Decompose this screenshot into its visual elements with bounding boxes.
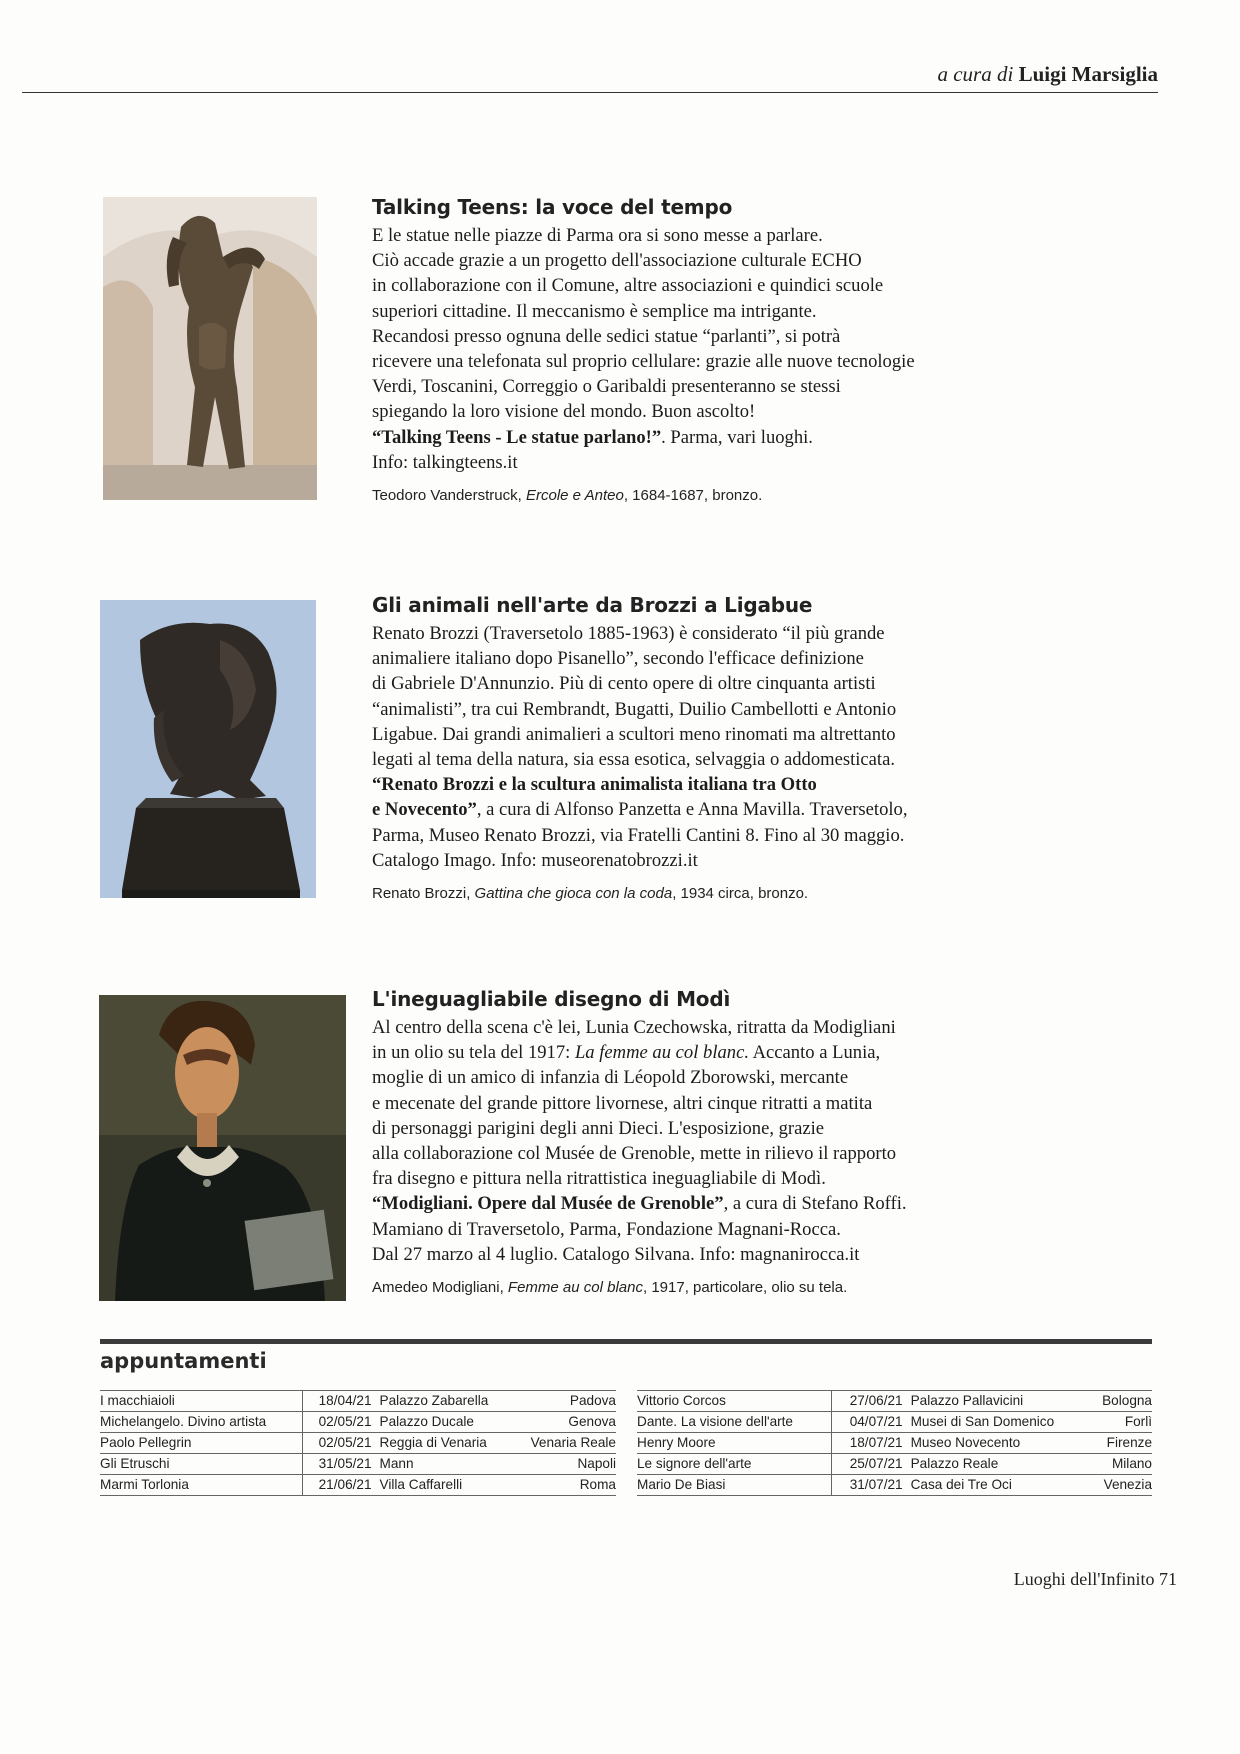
curator-prefix: a cura di	[937, 62, 1014, 86]
page-footer	[1014, 1569, 1177, 1590]
event-details: , a cura di Stefano Roffi.	[723, 1193, 907, 1215]
event-venue: Casa dei Tre Oci	[905, 1475, 1091, 1496]
event-name: Dante. La visione dell'arte	[637, 1412, 832, 1433]
body-line: spiegando la loro visione del mondo. Buon ascolto!	[372, 401, 756, 423]
body-line: e mecenate del grande pittore livornese, altri cinque ritratti a matita	[372, 1092, 873, 1114]
body-line: di personaggi parigini degli anni Dieci. L'esposizione, grazie	[372, 1117, 825, 1139]
event-city: Genova	[514, 1412, 616, 1433]
event-venue: Reggia di Venaria	[374, 1433, 514, 1454]
event-title-line: “Renato Brozzi e la scultura animalista italiana tra Otto	[372, 774, 817, 796]
article-title: Talking Teens: la voce del tempo	[372, 195, 733, 219]
page-number: 71	[1159, 1569, 1177, 1589]
table-row	[100, 1412, 616, 1433]
article-title: Gli animali nell'arte da Brozzi a Ligabue	[372, 593, 813, 617]
article-title: L'ineguagliabile disegno di Modì	[372, 987, 731, 1011]
magazine-name: Luoghi dell'Infinito	[1013, 1569, 1155, 1589]
appuntamenti-table-right	[637, 1390, 1152, 1496]
body-line: “animalisti”, tra cui Rembrandt, Bugatti, Duilio Cambellotti e Antonio	[372, 698, 897, 720]
body-line: E le statue nelle piazze di Parma ora si sono messe a parlare.	[372, 225, 823, 246]
event-date: 25/07/21	[832, 1454, 905, 1475]
event-city: Firenze	[1091, 1433, 1152, 1454]
event-name: Paolo Pellegrin	[100, 1433, 302, 1454]
event-date: 18/07/21	[832, 1433, 905, 1454]
statue-ercole-anteo-image	[103, 197, 317, 500]
event-city: Roma	[514, 1475, 616, 1496]
event-name: Michelangelo. Divino artista	[100, 1412, 302, 1433]
table-row	[637, 1412, 1152, 1433]
body-line: Ligabue. Dai grandi animalieri a scultori meno rinomati ma altrettanto	[372, 723, 896, 745]
article-body	[372, 621, 992, 873]
body-line: in collaborazione con il Comune, altre associazioni e quindici scuole	[372, 275, 884, 297]
event-name: Vittorio Corcos	[637, 1391, 832, 1412]
body-line: Parma, Museo Renato Brozzi, via Fratelli Cantini 8. Fino al 30 maggio.	[372, 824, 905, 846]
article-modigliani	[372, 987, 992, 1296]
body-line: fra disegno e pittura nella ritrattistica ineguagliabile di Modì.	[372, 1168, 826, 1190]
article-body	[372, 223, 992, 475]
body-line: Recandosi presso ognuna delle sedici statue “parlanti”, si potrà	[372, 325, 841, 347]
event-date: 02/05/21	[302, 1433, 373, 1454]
event-city: Venezia	[1091, 1475, 1152, 1496]
event-name: Henry Moore	[637, 1433, 832, 1454]
body-line: Ciò accade grazie a un progetto dell'associazione culturale ECHO	[372, 250, 862, 272]
image-credit	[372, 1279, 992, 1296]
event-title: e Novecento”	[372, 799, 477, 821]
credit-details: , 1684-1687, bronzo.	[623, 487, 763, 505]
event-date: 27/06/21	[832, 1391, 905, 1412]
table-row	[100, 1475, 616, 1496]
event-name: Gli Etruschi	[100, 1454, 302, 1475]
event-line	[372, 425, 992, 450]
event-title: “Talking Teens - Le statue parlano!”	[372, 426, 662, 448]
credit-author: Renato Brozzi,	[372, 885, 475, 903]
event-city: Bologna	[1091, 1391, 1152, 1412]
event-date: 31/07/21	[832, 1475, 905, 1496]
event-city: Milano	[1091, 1454, 1152, 1475]
event-name: Le signore dell'arte	[637, 1454, 832, 1475]
event-city: Venaria Reale	[514, 1433, 616, 1454]
work-title: La femme au col blanc.	[574, 1042, 749, 1064]
info-line: Dal 27 marzo al 4 luglio. Catalogo Silvana. Info: magnanirocca.it	[372, 1243, 860, 1265]
body-line: moglie di un amico di infanzia di Léopold Zborowski, mercante	[372, 1067, 849, 1089]
event-details: , a cura di Alfonso Panzetta e Anna Mavilla. Traversetolo,	[476, 799, 908, 821]
table-row	[100, 1454, 616, 1475]
credit-work: Ercole e Anteo	[525, 487, 624, 505]
article-talking-teens	[372, 195, 992, 504]
event-venue: Museo Novecento	[905, 1433, 1091, 1454]
article-body	[372, 1015, 992, 1267]
body-line: legati al tema della natura, sia essa esotica, selvaggia o addomesticata.	[372, 749, 895, 771]
credit-author: Amedeo Modigliani,	[372, 1279, 508, 1297]
event-venue: Musei di San Domenico	[905, 1412, 1091, 1433]
credit-work: Femme au col blanc	[507, 1279, 643, 1297]
body-line: di Gabriele D'Annunzio. Più di cento opere di oltre cinquanta artisti	[372, 673, 876, 695]
event-city: Napoli	[514, 1454, 616, 1475]
table-row	[637, 1475, 1152, 1496]
info-line: Info: talkingteens.it	[372, 451, 518, 473]
event-venue: Palazzo Ducale	[374, 1412, 514, 1433]
table-row	[637, 1391, 1152, 1412]
body-line	[372, 1040, 992, 1065]
appuntamenti-table-left	[100, 1390, 616, 1496]
event-city: Padova	[514, 1391, 616, 1412]
body-line: Al centro della scena c'è lei, Lunia Czechowska, ritratta da Modigliani	[372, 1017, 896, 1038]
event-line	[372, 797, 992, 822]
table-row	[637, 1433, 1152, 1454]
event-city: Forlì	[1091, 1412, 1152, 1433]
event-venue: Palazzo Reale	[905, 1454, 1091, 1475]
body-line: animaliere italiano dopo Pisanello”, secondo l'efficace definizione	[372, 648, 864, 670]
table-row	[100, 1433, 616, 1454]
event-date: 04/07/21	[832, 1412, 905, 1433]
event-venue: Palazzo Zabarella	[374, 1391, 514, 1412]
event-venue: Villa Caffarelli	[374, 1475, 514, 1496]
image-credit	[372, 885, 992, 902]
body-line: Renato Brozzi (Traversetolo 1885-1963) è considerato “il più grande	[372, 623, 885, 644]
table-row	[637, 1454, 1152, 1475]
info-line: Catalogo Imago. Info: museorenatobrozzi.it	[372, 849, 698, 871]
curator-credit	[937, 62, 1158, 87]
table-row	[100, 1391, 616, 1412]
event-details: . Parma, vari luoghi.	[661, 426, 813, 448]
event-date: 02/05/21	[302, 1412, 373, 1433]
event-name: I macchiaioli	[100, 1391, 302, 1412]
article-brozzi	[372, 593, 992, 902]
event-date: 18/04/21	[302, 1391, 373, 1412]
body-text: in un olio su tela del 1917:	[372, 1042, 575, 1064]
credit-details: , 1917, particolare, olio su tela.	[642, 1279, 848, 1297]
event-line	[372, 1191, 992, 1216]
credit-details: , 1934 circa, bronzo.	[672, 885, 809, 903]
credit-author: Teodoro Vanderstruck,	[372, 487, 526, 505]
event-date: 21/06/21	[302, 1475, 373, 1496]
event-name: Marmi Torlonia	[100, 1475, 302, 1496]
event-venue: Palazzo Pallavicini	[905, 1391, 1091, 1412]
body-line: Verdi, Toscanini, Correggio o Garibaldi presenteranno se stessi	[372, 376, 841, 398]
body-line: superiori cittadine. Il meccanismo è semplice ma intrigante.	[372, 300, 817, 322]
body-text: Accanto a Lunia,	[749, 1042, 881, 1064]
curator-name: Luigi Marsiglia	[1018, 62, 1158, 86]
body-line: Mamiano di Traversetolo, Parma, Fondazione Magnani-Rocca.	[372, 1218, 841, 1240]
event-date: 31/05/21	[302, 1454, 373, 1475]
modigliani-portrait-image	[99, 995, 346, 1301]
section-title: appuntamenti	[100, 1349, 267, 1373]
body-line: ricevere una telefonata sul proprio cellulare: grazie alle nuove tecnologie	[372, 351, 915, 373]
credit-work: Gattina che gioca con la coda	[474, 885, 673, 903]
header-rule	[22, 92, 1158, 93]
section-bar	[100, 1339, 1152, 1344]
body-line: alla collaborazione col Musée de Grenoble, mette in rilievo il rapporto	[372, 1143, 897, 1165]
event-title: “Modigliani. Opere dal Musée de Grenoble”	[372, 1193, 724, 1215]
event-venue: Mann	[374, 1454, 514, 1475]
appuntamenti-header	[100, 1339, 1152, 1373]
event-name: Mario De Biasi	[637, 1475, 832, 1496]
image-credit	[372, 487, 992, 504]
sculpture-gattina-image	[100, 600, 316, 898]
